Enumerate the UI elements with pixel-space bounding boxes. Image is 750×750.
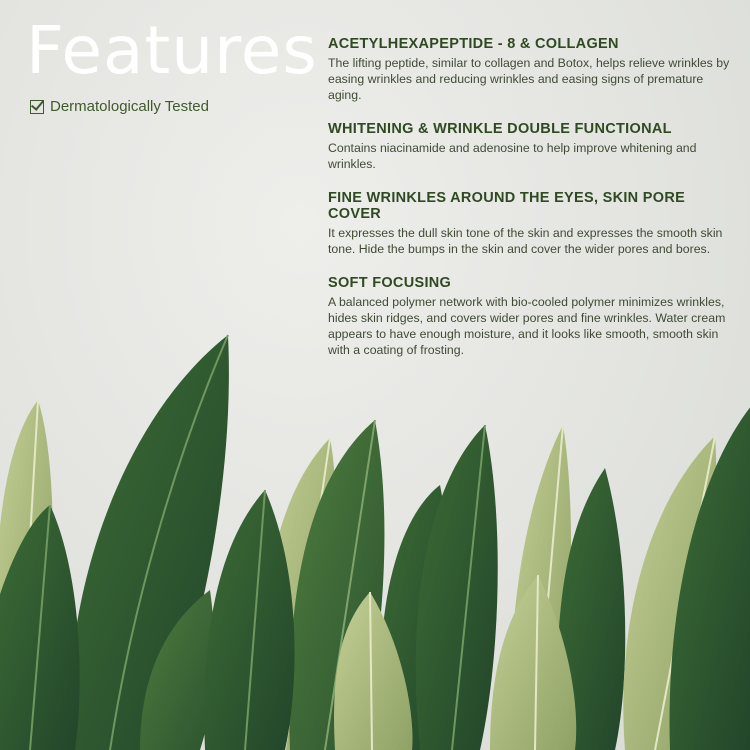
feature-item	[328, 36, 733, 103]
feature-heading: SOFT FOCUSING	[328, 275, 452, 291]
feature-body: It expresses the dull skin tone of the skin and expresses the smooth skin tone. Hide the bumps in the skin and cover the wider pores and bores.	[328, 226, 723, 256]
dermatologically-tested-badge	[30, 98, 209, 115]
checkbox-checked-icon	[30, 100, 44, 114]
page-title: Features	[26, 12, 318, 89]
feature-heading: WHITENING & WRINKLE DOUBLE FUNCTIONAL	[328, 121, 672, 137]
feature-item	[328, 275, 733, 358]
feature-item	[328, 121, 733, 172]
feature-body: A balanced polymer network with bio-cooled polymer minimizes wrinkles, hides skin ridges, and covers wider pores and fine wrinkles. Water cream appears to have enough moisture, and it looks like smooth, smooth skin with a coating of frosting.	[328, 295, 726, 357]
feature-heading: FINE WRINKLES AROUND THE EYES, SKIN PORE COVER	[328, 190, 686, 222]
feature-body: Contains niacinamide and adenosine to help improve whitening and wrinkles.	[328, 141, 697, 171]
feature-body: The lifting peptide, similar to collagen and Botox, helps relieve wrinkles by easing wrinkles and reducing wrinkles and easing signs of premature aging.	[328, 56, 730, 102]
feature-heading: ACETYLHEXAPEPTIDE - 8 & COLLAGEN	[328, 36, 619, 52]
feature-item	[328, 190, 733, 257]
features-list	[328, 36, 733, 376]
badge-label: Dermatologically Tested	[50, 98, 209, 115]
leaf	[416, 425, 498, 750]
